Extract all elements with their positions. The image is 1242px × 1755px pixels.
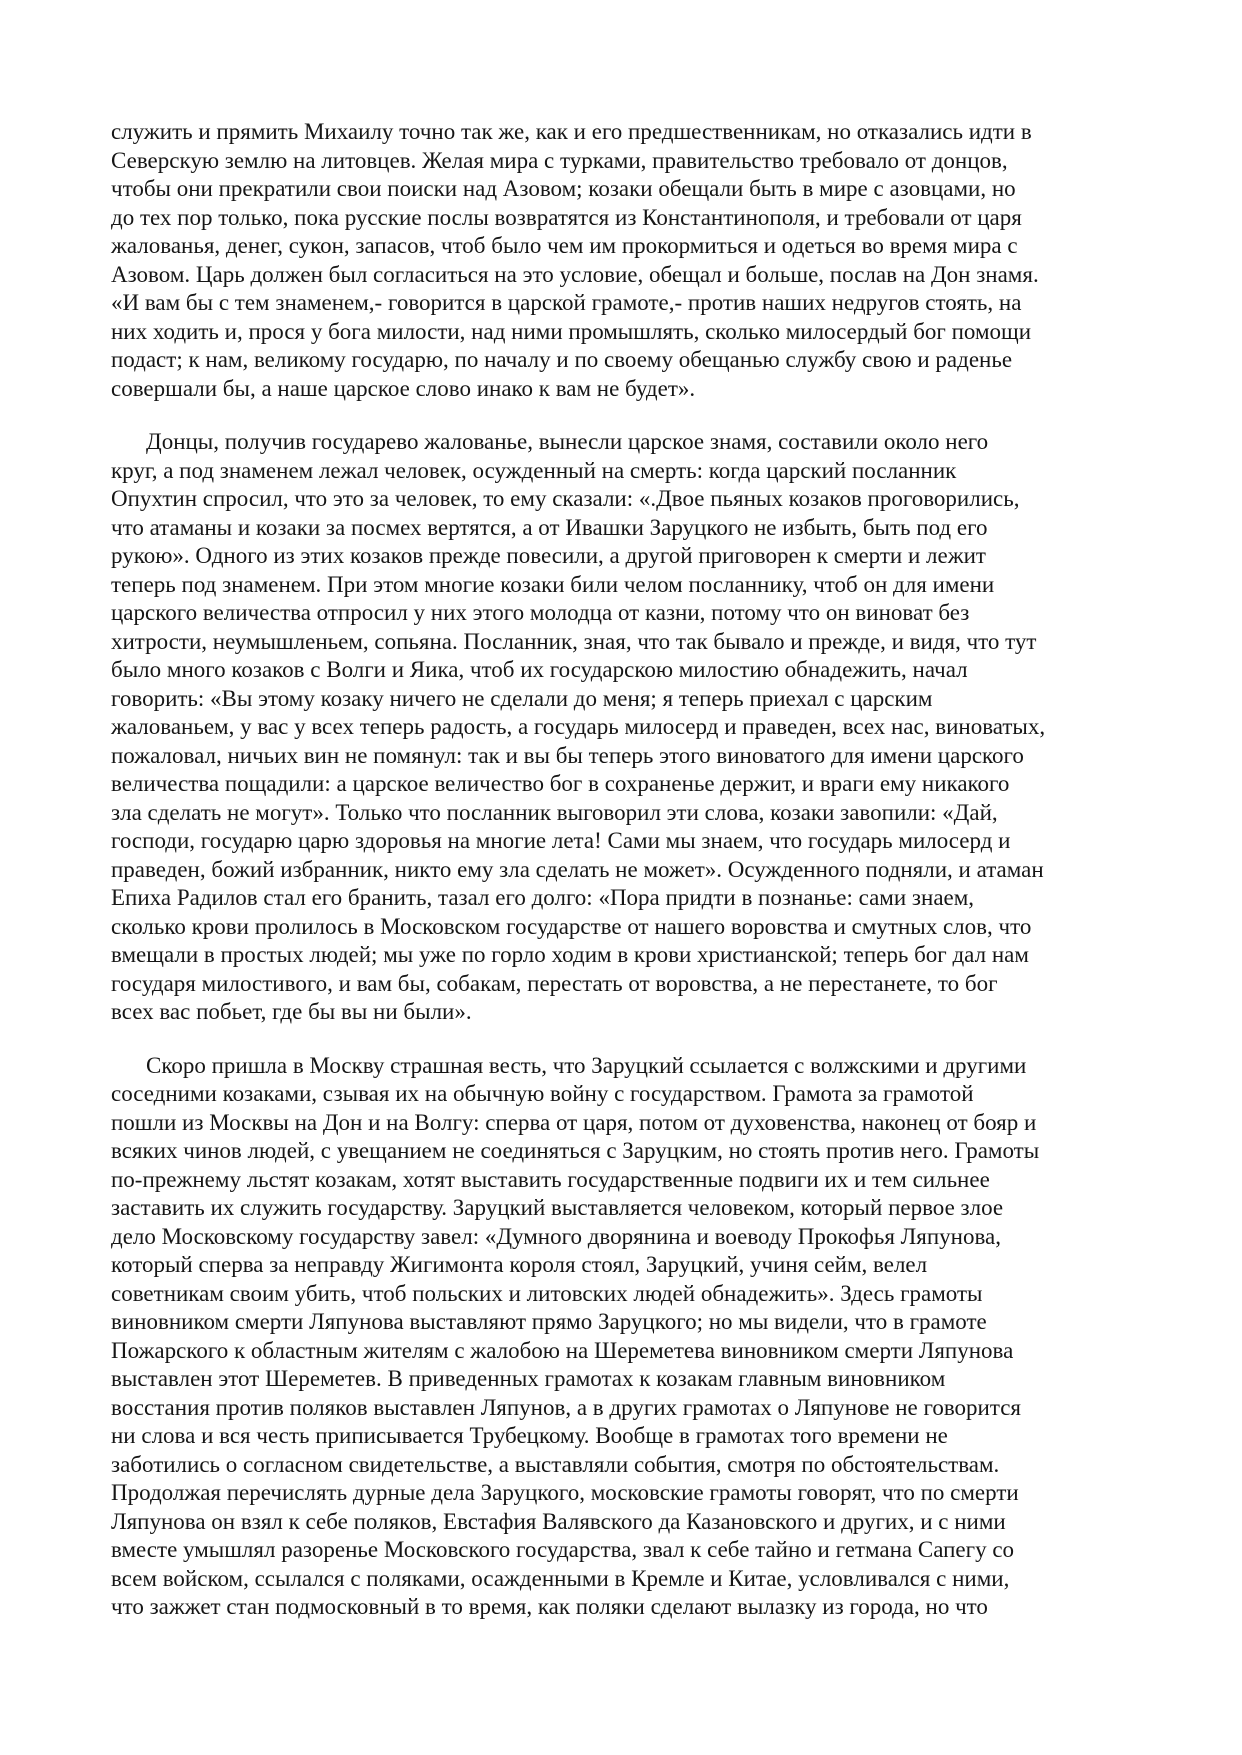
text-line: «И вам бы с тем знаменем,- говорится в царской грамоте,- против наших недругов стоять, на <box>111 290 1022 315</box>
text-line: Опухтин спросил, что это за человек, то ему сказали: «.Двое пьяных козаков проговорились, <box>111 486 1020 511</box>
text-line: выставлен этот Шереметев. В приведенных грамотах к козакам главным виновником <box>111 1366 946 1391</box>
text-line: хитрости, неумышленьем, сопьяна. Посланник, зная, что так бывало и прежде, и видя, что тут <box>111 628 1037 654</box>
text-line: теперь под знаменем. При этом многие козаки били челом посланнику, чтоб он для имени <box>111 571 995 597</box>
text-line: что атаманы и козаки за посмех вертятся, а от Ивашки Заруцкого не избыть, быть под его <box>111 514 988 540</box>
text-line: подаст; к нам, великому государю, по началу и по своему обещанью службу свою и раденье <box>111 347 1013 372</box>
text-line: царского величества отпросил у них этого молодца от казни, потому что он виноват без <box>111 600 970 625</box>
text-line: праведен, божий избранник, никто ему зла сделать не может». Осужденного подняли, и атаман <box>111 856 1044 882</box>
text-line: Пожарского к областным жителям с жалобою на Шереметева виновником смерти Ляпунова <box>111 1337 1014 1363</box>
paragraph-2 <box>111 428 1151 1027</box>
text-line: служить и прямить Михаилу точно так же, как и его предшественникам, но отказались идти в <box>111 119 1032 144</box>
text-line: зла сделать не могут». Только что посланник выговорил эти слова, козаки завопили: «Дай, <box>111 799 998 825</box>
text-line: восстания против поляков выставлен Ляпунов, а в других грамотах о Ляпунове не говорится <box>111 1394 1021 1420</box>
text-line: Епиха Радилов стал его бранить, тазал его долго: «Пора придти в познанье: сами знаем, <box>111 885 975 910</box>
paragraph-3 <box>111 1052 1151 1622</box>
text-line: Азовом. Царь должен был согласиться на это условие, обещал и больше, послав на Дон знамя. <box>111 261 1039 287</box>
text-line: сколько крови пролилось в Московском государстве от нашего воровства и смутных слов, что <box>111 913 1032 939</box>
text-line: по-прежнему льстят козакам, хотят выставить государственные подвиги их и тем сильнее <box>111 1166 990 1192</box>
text-line: чтобы они прекратили свои поиски над Азовом; козаки обещали быть в мире с азовцами, но <box>111 176 1016 201</box>
text-line: Северскую землю на литовцев. Желая мира с турками, правительство требовало от донцов, <box>111 147 1008 173</box>
text-line: жалованья, денег, сукон, запасов, чтоб было чем им прокормиться и одеться во время мира с <box>111 233 1018 258</box>
text-line: дело Московскому государству завел: «Думного дворянина и воеводу Прокофья Ляпунова, <box>111 1223 1001 1249</box>
text-line: Ляпунова он взял к себе поляков, Евстафия Валявского да Казановского и других, и с ними <box>111 1508 1006 1534</box>
text-line: до тех пор только, пока русские послы возвратятся из Константинополя, и требовали от царя <box>111 204 1022 230</box>
text-line: Донцы, получив государево жалованье, вынесли царское знамя, составили около него <box>146 429 989 454</box>
text-line: пошли из Москвы на Дон и на Волгу: сперва от царя, потом от духовенства, наконец от бояр и <box>111 1109 1037 1135</box>
text-line: вмещали в простых людей; мы уже по горло ходим в крови христианской; теперь бог дал нам <box>111 942 1029 967</box>
text-line: было много козаков с Волги и Яика, чтоб их государскою милостию обнадежить, начал <box>111 657 968 682</box>
text-line: величества пощадили: а царское величество бог в сохраненье держит, и враги ему никакого <box>111 771 1010 796</box>
paragraph-1 <box>111 118 1151 403</box>
text-line: соседними козаками, сзывая их на обычную войну с государством. Грамота за грамотой <box>111 1081 974 1106</box>
text-line: говорить: «Вы этому козаку ничего не сделали до меня; я теперь приехал с царским <box>111 685 933 711</box>
text-line: всяких чинов людей, с увещанием не соединяться с Заруцким, но стоять против него. Грамоты <box>111 1138 1040 1163</box>
text-line: господи, государю царю здоровья на многие лета! Сами мы знаем, что государь милосерд и <box>111 828 1011 853</box>
text-line: круг, а под знаменем лежал человек, осужденный на смерть: когда царский посланник <box>111 457 957 483</box>
text-line: Скоро пришла в Москву страшная весть, что Заруцкий ссылается с волжскими и другими <box>146 1052 1027 1078</box>
text-line: ни слова и вся честь приписывается Трубецкому. Вообще в грамотах того времени не <box>111 1423 948 1448</box>
text-line: виновником смерти Ляпунова выставляют прямо Заруцкого; но мы видели, что в грамоте <box>111 1309 987 1334</box>
text-line: заставить их служить государству. Заруцкий выставляется человеком, который первое злое <box>111 1195 1004 1220</box>
text-line: совершали бы, а наше царское слово инако к вам не будет». <box>111 375 696 401</box>
body-text <box>111 118 1151 1647</box>
text-line: рукою». Одного из этих козаков прежде повесили, а другой приговорен к смерти и лежит <box>111 543 986 568</box>
text-line: советникам своим убить, чтоб польских и литовских людей обнадежить». Здесь грамоты <box>111 1280 983 1306</box>
text-line: всем войском, ссылался с поляками, осажденными в Кремле и Китае, условливался с ними, <box>111 1565 1010 1591</box>
text-line: пожаловал, ничьих вин не помянул: так и вы бы теперь этого виноватого для имени царского <box>111 742 1024 768</box>
text-line: государя милостивого, и вам бы, собакам, перестать от воровства, а не перестанете, то бог <box>111 970 998 996</box>
text-line: вместе умышлял разоренье Московского государства, звал к себе тайно и гетмана Сапегу со <box>111 1537 1015 1562</box>
text-line: заботились о согласном свидетельстве, а выставляли события, смотря по обстоятельствам. <box>111 1451 1000 1477</box>
text-line: жалованьем, у вас у всех теперь радость, а государь милосерд и праведен, всех нас, виноватых, <box>111 714 1046 739</box>
text-line: Продолжая перечислять дурные дела Заруцкого, московские грамоты говорят, что по смерти <box>111 1480 1019 1505</box>
text-line: них ходить и, прося у бога милости, над ними промышлять, сколько милосердый бог помощи <box>111 318 1032 344</box>
text-line: что зажжет стан подмосковный в то время, как поляки сделают вылазку из города, но что <box>111 1594 988 1619</box>
text-line: который сперва за неправду Жигимонта короля стоял, Заруцкий, учиня сейм, велел <box>111 1252 928 1277</box>
text-line: всех вас побьет, где бы вы ни были». <box>111 999 472 1024</box>
